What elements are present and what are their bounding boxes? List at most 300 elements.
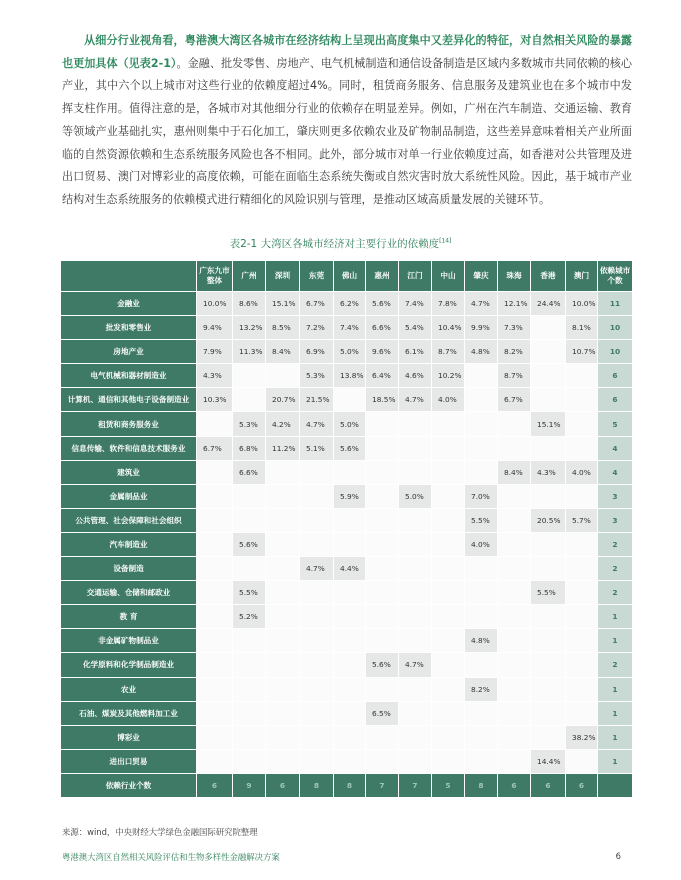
value-cell: 5.7%: [566, 508, 598, 532]
value-cell: [366, 677, 399, 701]
table-row: [61, 629, 633, 653]
value-cell: 8: [334, 773, 366, 797]
value-cell: 8.4%: [498, 460, 531, 484]
value-cell: [334, 677, 366, 701]
value-cell: [465, 364, 498, 388]
value-cell: 8.4%: [266, 340, 300, 364]
value-cell: 7.9%: [197, 340, 233, 364]
value-cell: 5.5%: [465, 508, 498, 532]
value-cell: [498, 677, 531, 701]
table-title: [0, 236, 681, 251]
value-cell: [498, 725, 531, 749]
value-cell: [566, 388, 598, 412]
count-cell: 5: [598, 412, 633, 436]
value-cell: [233, 388, 266, 412]
value-cell: 7.8%: [432, 292, 465, 316]
value-cell: [197, 605, 233, 629]
value-cell: [197, 749, 233, 773]
value-cell: [300, 581, 334, 605]
value-cell: 21.5%: [300, 388, 334, 412]
intro-body: 。金融、批发零售、房地产、电气机械制造和通信设备制造是区域内多数城市共同依赖的核心产业，其中六个以上城市对这些行业的依赖度超过4%。同时，租赁商务服务、信息服务及建筑业也在多个城市中发挥支柱作用。值得注意的是，各城市对其他细分行业的依赖存在明显差异。例如，广州在汽车制造、交通运输、教育等领域产业基础扎实，惠州则集中于石化加工，肇庆则更多依赖农业及矿物制品制造，这些差异意味着相关产业所面临的自然资源依赖和生态系统服务风险也各不相同。此外，部分城市对单一行业依赖度过高，如香港对公共管理及进出口贸易、澳门对博彩业的高度依赖，可能在面临生态系统失衡或自然灾害时放大系统性风险。因此，基于城市产业结构对生态系统服务的依赖模式进行精细化的风险识别与管理，是推动区域高质量发展的关键环节。: [62, 56, 632, 206]
value-cell: [366, 484, 399, 508]
value-cell: 5.5%: [531, 581, 566, 605]
value-cell: [566, 412, 598, 436]
value-cell: [432, 677, 465, 701]
value-cell: [366, 508, 399, 532]
count-cell: 1: [598, 629, 633, 653]
value-cell: 24.4%: [531, 292, 566, 316]
column-header: 佛山: [334, 261, 366, 292]
count-cell: 1: [598, 677, 633, 701]
value-cell: [334, 605, 366, 629]
industry-cell: 交通运输、仓储和邮政业: [61, 581, 197, 605]
value-cell: 6: [566, 773, 598, 797]
industry-cell: 电气机械和器材制造业: [61, 364, 197, 388]
value-cell: [300, 629, 334, 653]
value-cell: [334, 725, 366, 749]
value-cell: [300, 508, 334, 532]
table-row: [61, 653, 633, 677]
value-cell: [334, 532, 366, 556]
value-cell: 5.9%: [334, 484, 366, 508]
count-cell: 1: [598, 605, 633, 629]
value-cell: 9.6%: [366, 340, 399, 364]
column-header: 中山: [432, 261, 465, 292]
value-cell: [233, 364, 266, 388]
value-cell: [300, 677, 334, 701]
value-cell: [366, 460, 399, 484]
value-cell: [266, 581, 300, 605]
value-cell: 5.5%: [233, 581, 266, 605]
value-cell: [566, 749, 598, 773]
industry-cell: 教 育: [61, 605, 197, 629]
column-header: 江门: [399, 261, 432, 292]
value-cell: 6.6%: [366, 316, 399, 340]
industry-cell: 金属制品业: [61, 484, 197, 508]
count-cell: 1: [598, 701, 633, 725]
value-cell: [266, 460, 300, 484]
table-row: [61, 557, 633, 581]
value-cell: [566, 364, 598, 388]
count-cell: 1: [598, 749, 633, 773]
total-row: [61, 773, 633, 797]
value-cell: 10.2%: [432, 364, 465, 388]
value-cell: [498, 557, 531, 581]
value-cell: [366, 581, 399, 605]
table-row: [61, 316, 633, 340]
value-cell: 6.2%: [334, 292, 366, 316]
value-cell: 8.2%: [498, 340, 531, 364]
value-cell: 11.2%: [266, 436, 300, 460]
table-row: [61, 581, 633, 605]
value-cell: [465, 605, 498, 629]
table-row: [61, 460, 633, 484]
value-cell: [432, 412, 465, 436]
value-cell: [300, 749, 334, 773]
value-cell: 6: [266, 773, 300, 797]
value-cell: [300, 701, 334, 725]
industry-cell: 建筑业: [61, 460, 197, 484]
table-row: [61, 292, 633, 316]
count-cell: 2: [598, 653, 633, 677]
value-cell: 7.4%: [399, 292, 432, 316]
table-row: [61, 412, 633, 436]
intro-lead: 从细分行业视角看，粤港澳大湾区各城市在经济结构上呈现出高度集中又差异化的特征，对自然相关风险的暴露也更加具体（见表2-1）: [62, 34, 632, 70]
value-cell: [197, 412, 233, 436]
value-cell: [334, 653, 366, 677]
value-cell: 7.0%: [465, 484, 498, 508]
column-header: 香港: [531, 261, 566, 292]
count-cell: 10: [598, 340, 633, 364]
value-cell: 5.0%: [334, 340, 366, 364]
value-cell: [197, 701, 233, 725]
industry-cell: 计算机、通信和其他电子设备制造业: [61, 388, 197, 412]
table-body: [61, 292, 633, 798]
table-row: [61, 677, 633, 701]
value-cell: 4.3%: [531, 460, 566, 484]
value-cell: 4.6%: [399, 364, 432, 388]
value-cell: [266, 749, 300, 773]
value-cell: [300, 653, 334, 677]
value-cell: [498, 701, 531, 725]
value-cell: [399, 460, 432, 484]
industry-cell: 公共管理、社会保障和社会组织: [61, 508, 197, 532]
value-cell: [334, 388, 366, 412]
value-cell: 4.7%: [300, 412, 334, 436]
value-cell: [566, 677, 598, 701]
value-cell: [334, 749, 366, 773]
value-cell: [334, 581, 366, 605]
value-cell: 8.7%: [432, 340, 465, 364]
column-header: 广州: [233, 261, 266, 292]
value-cell: 7.4%: [334, 316, 366, 340]
value-cell: [531, 316, 566, 340]
value-cell: 6.9%: [300, 340, 334, 364]
value-cell: [531, 436, 566, 460]
value-cell: [197, 532, 233, 556]
value-cell: 4.8%: [465, 340, 498, 364]
value-cell: [197, 725, 233, 749]
value-cell: 15.1%: [266, 292, 300, 316]
value-cell: [233, 508, 266, 532]
value-cell: [399, 701, 432, 725]
value-cell: [197, 581, 233, 605]
value-cell: 8.1%: [566, 316, 598, 340]
value-cell: [300, 532, 334, 556]
value-cell: 8.6%: [233, 292, 266, 316]
value-cell: [399, 557, 432, 581]
value-cell: [266, 629, 300, 653]
industry-cell: 石油、煤炭及其他燃料加工业: [61, 701, 197, 725]
value-cell: [233, 701, 266, 725]
value-cell: 8.2%: [465, 677, 498, 701]
value-cell: 6.1%: [399, 340, 432, 364]
value-cell: [300, 460, 334, 484]
industry-cell: 批发和零售业: [61, 316, 197, 340]
value-cell: 7.2%: [300, 316, 334, 340]
value-cell: [366, 749, 399, 773]
value-cell: [498, 532, 531, 556]
value-cell: [399, 532, 432, 556]
value-cell: [300, 484, 334, 508]
table-row: [61, 484, 633, 508]
table-row: [61, 436, 633, 460]
value-cell: [233, 653, 266, 677]
value-cell: 10.0%: [197, 292, 233, 316]
value-cell: [432, 460, 465, 484]
value-cell: 6.8%: [233, 436, 266, 460]
value-cell: [266, 557, 300, 581]
footer-title: 粤港澳大湾区自然相关风险评估和生物多样性金融解决方案: [62, 852, 280, 862]
value-cell: [300, 605, 334, 629]
value-cell: [233, 677, 266, 701]
value-cell: [399, 412, 432, 436]
value-cell: [266, 701, 300, 725]
value-cell: [531, 340, 566, 364]
column-header: 广东九市整体: [197, 261, 233, 292]
value-cell: [233, 629, 266, 653]
value-cell: [531, 677, 566, 701]
count-cell: [598, 773, 633, 797]
value-cell: 4.0%: [432, 388, 465, 412]
industry-cell: 非金属矿物制品业: [61, 629, 197, 653]
value-cell: [366, 605, 399, 629]
value-cell: [566, 629, 598, 653]
count-cell: 4: [598, 460, 633, 484]
value-cell: [566, 605, 598, 629]
value-cell: 38.2%: [566, 725, 598, 749]
value-cell: 4.7%: [300, 557, 334, 581]
value-cell: 7.3%: [498, 316, 531, 340]
value-cell: [465, 581, 498, 605]
column-header: 东莞: [300, 261, 334, 292]
value-cell: 10.3%: [197, 388, 233, 412]
value-cell: 13.8%: [334, 364, 366, 388]
value-cell: [498, 605, 531, 629]
value-cell: [465, 557, 498, 581]
industry-cell: 化学原料和化学制品制造业: [61, 653, 197, 677]
value-cell: [531, 725, 566, 749]
count-cell: 10: [598, 316, 633, 340]
table-row: [61, 340, 633, 364]
value-cell: [566, 484, 598, 508]
value-cell: [498, 629, 531, 653]
value-cell: [531, 653, 566, 677]
value-cell: 8.5%: [266, 316, 300, 340]
value-cell: [498, 484, 531, 508]
value-cell: [197, 629, 233, 653]
value-cell: 10.0%: [566, 292, 598, 316]
value-cell: [465, 749, 498, 773]
value-cell: 4.7%: [465, 292, 498, 316]
value-cell: [399, 749, 432, 773]
value-cell: [566, 653, 598, 677]
value-cell: 5.0%: [334, 412, 366, 436]
value-cell: [498, 653, 531, 677]
value-cell: 5.1%: [300, 436, 334, 460]
value-cell: 4.2%: [266, 412, 300, 436]
value-cell: [197, 484, 233, 508]
value-cell: 4.4%: [334, 557, 366, 581]
count-cell: 3: [598, 484, 633, 508]
dependency-table: [60, 260, 633, 798]
value-cell: [498, 508, 531, 532]
table-row: [61, 725, 633, 749]
value-cell: 8: [465, 773, 498, 797]
value-cell: 6.7%: [197, 436, 233, 460]
value-cell: [432, 605, 465, 629]
value-cell: [498, 749, 531, 773]
industry-cell: 汽车制造业: [61, 532, 197, 556]
value-cell: 15.1%: [531, 412, 566, 436]
value-cell: 18.5%: [366, 388, 399, 412]
value-cell: [266, 605, 300, 629]
value-cell: [266, 653, 300, 677]
table-row: [61, 508, 633, 532]
value-cell: [432, 484, 465, 508]
value-cell: 4.8%: [465, 629, 498, 653]
value-cell: 5.0%: [399, 484, 432, 508]
value-cell: [366, 725, 399, 749]
value-cell: [498, 412, 531, 436]
value-cell: [432, 629, 465, 653]
column-header: 澳门: [566, 261, 598, 292]
count-cell: 1: [598, 725, 633, 749]
table-row: [61, 364, 633, 388]
industry-cell: 农业: [61, 677, 197, 701]
value-cell: [197, 460, 233, 484]
column-header: 肇庆: [465, 261, 498, 292]
value-cell: 14.4%: [531, 749, 566, 773]
value-cell: [531, 629, 566, 653]
count-cell: 4: [598, 436, 633, 460]
value-cell: [266, 508, 300, 532]
value-cell: 9.4%: [197, 316, 233, 340]
value-cell: 7: [366, 773, 399, 797]
value-cell: [465, 412, 498, 436]
value-cell: [399, 725, 432, 749]
value-cell: 4.7%: [399, 388, 432, 412]
value-cell: 5.6%: [366, 653, 399, 677]
value-cell: [432, 532, 465, 556]
value-cell: [531, 364, 566, 388]
value-cell: 5.6%: [233, 532, 266, 556]
value-cell: [531, 484, 566, 508]
industry-cell: 设备制造: [61, 557, 197, 581]
value-cell: 7: [399, 773, 432, 797]
value-cell: [399, 581, 432, 605]
value-cell: [366, 629, 399, 653]
value-cell: [399, 629, 432, 653]
industry-cell: 博彩业: [61, 725, 197, 749]
page-number: 6: [615, 851, 621, 861]
value-cell: [566, 701, 598, 725]
value-cell: [366, 412, 399, 436]
total-label: 依赖行业个数: [61, 773, 197, 797]
value-cell: 6: [197, 773, 233, 797]
industry-cell: 租赁和商务服务业: [61, 412, 197, 436]
value-cell: 5.6%: [334, 436, 366, 460]
value-cell: [233, 484, 266, 508]
value-cell: 9.9%: [465, 316, 498, 340]
value-cell: [465, 725, 498, 749]
industry-cell: 进出口贸易: [61, 749, 197, 773]
value-cell: [531, 532, 566, 556]
value-cell: 8: [300, 773, 334, 797]
value-cell: [399, 508, 432, 532]
column-header: 惠州: [366, 261, 399, 292]
table-row: [61, 701, 633, 725]
value-cell: [197, 653, 233, 677]
value-cell: [366, 532, 399, 556]
value-cell: [334, 629, 366, 653]
value-cell: [465, 436, 498, 460]
table-header-row: [61, 261, 633, 292]
value-cell: [465, 701, 498, 725]
value-cell: [531, 701, 566, 725]
value-cell: [233, 557, 266, 581]
value-cell: [300, 725, 334, 749]
value-cell: [197, 508, 233, 532]
value-cell: [465, 388, 498, 412]
value-cell: [498, 581, 531, 605]
value-cell: 5.3%: [300, 364, 334, 388]
value-cell: 6.6%: [233, 460, 266, 484]
count-cell: 2: [598, 581, 633, 605]
value-cell: 5.6%: [366, 292, 399, 316]
industry-cell: 信息传输、软件和信息技术服务业: [61, 436, 197, 460]
value-cell: [233, 749, 266, 773]
count-cell: 6: [598, 364, 633, 388]
value-cell: 5.4%: [399, 316, 432, 340]
source-note: 来源：wind，中央财经大学绿色金融国际研究院整理: [62, 827, 258, 837]
value-cell: 4.7%: [399, 653, 432, 677]
count-cell: 11: [598, 292, 633, 316]
value-cell: 9: [233, 773, 266, 797]
intro-paragraph: [62, 30, 632, 212]
value-cell: [197, 557, 233, 581]
value-cell: 20.7%: [266, 388, 300, 412]
value-cell: [366, 436, 399, 460]
industry-cell: 房地产业: [61, 340, 197, 364]
header-corner: [61, 261, 197, 292]
table-title-ref: [14]: [439, 237, 452, 245]
value-cell: 10.7%: [566, 340, 598, 364]
value-cell: 10.4%: [432, 316, 465, 340]
value-cell: 6.7%: [498, 388, 531, 412]
value-cell: 4.0%: [465, 532, 498, 556]
value-cell: 5.2%: [233, 605, 266, 629]
value-cell: 4.3%: [197, 364, 233, 388]
value-cell: [465, 460, 498, 484]
value-cell: [566, 436, 598, 460]
value-cell: [531, 605, 566, 629]
value-cell: [399, 605, 432, 629]
value-cell: [266, 725, 300, 749]
table-row: [61, 388, 633, 412]
value-cell: 6.5%: [366, 701, 399, 725]
column-header: 珠海: [498, 261, 531, 292]
value-cell: [334, 460, 366, 484]
value-cell: [566, 557, 598, 581]
industry-cell: 金融业: [61, 292, 197, 316]
value-cell: [399, 677, 432, 701]
value-cell: [566, 532, 598, 556]
value-cell: 6.4%: [366, 364, 399, 388]
value-cell: 8.7%: [498, 364, 531, 388]
value-cell: 6: [531, 773, 566, 797]
value-cell: [432, 557, 465, 581]
